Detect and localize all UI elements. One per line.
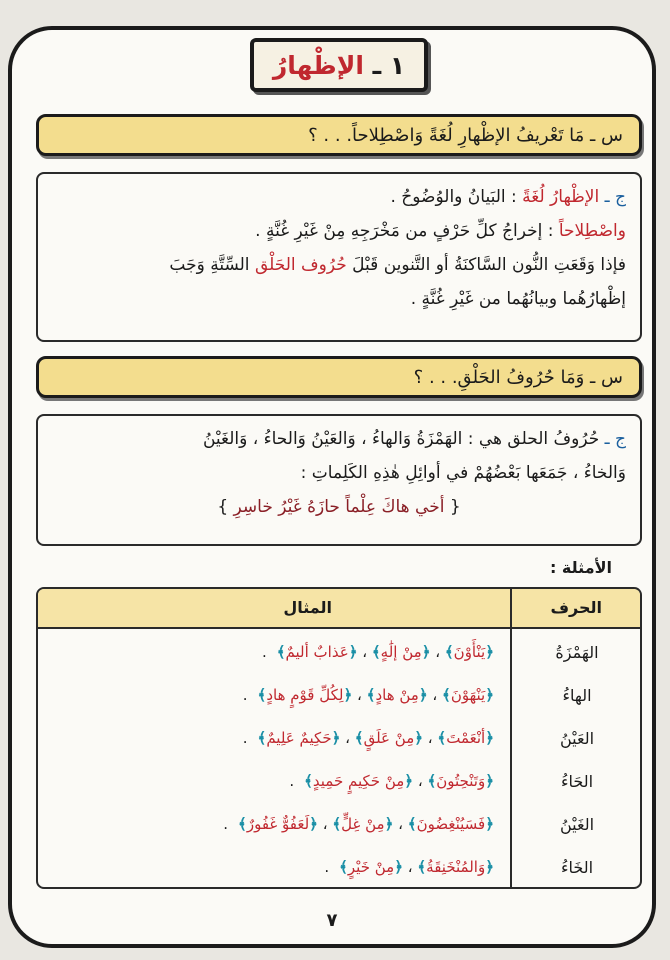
mnemonic-word: هاكَ: [381, 497, 410, 517]
section-title-text: الإظْهارُ: [272, 50, 364, 80]
throat-letters-term: حُرُوف الحَلْق: [254, 255, 347, 275]
mnemonic-word: خاسِرِ: [233, 497, 273, 517]
example-word: وَتَنْحِتُونَ: [436, 772, 486, 790]
example-word: مِنْ خَيْرٍ: [347, 858, 395, 876]
example-word: مِنْ عَلَقٍ: [363, 729, 415, 747]
section-number: ١ ـ: [372, 50, 406, 80]
ornate-bracket-close: ﴾: [427, 772, 437, 790]
header-example: المثال: [283, 598, 332, 617]
example-word: يَنْأَوْنَ: [453, 643, 486, 661]
table-row: [38, 676, 640, 720]
row-letter: الهاءُ: [562, 686, 592, 705]
question-2-box: [36, 356, 642, 398]
table-row: [38, 805, 640, 849]
comma-separator: ،: [352, 686, 367, 704]
ornate-bracket-open: ﴿: [343, 686, 353, 704]
table-row: [38, 848, 640, 889]
example-word: مِنْ غِلٍّ: [341, 815, 385, 833]
page-number: ٧: [326, 910, 338, 931]
comma-separator: ،: [402, 858, 418, 876]
example-word: مِنْ هادٍ: [375, 686, 419, 704]
examples-table: [36, 587, 642, 889]
ornate-bracket-close: ﴾: [339, 858, 348, 876]
comma-separator: ،: [317, 815, 333, 833]
row-end-dot: .: [242, 729, 248, 747]
rule-text-start: فإذا وَقَعَتِ النُّون السَّاكنَةُ أو التَّنوين قَبْلَ: [352, 255, 626, 275]
example-word: أنْعَمْتَ: [446, 729, 486, 747]
ornate-bracket-open: ﴿: [485, 858, 494, 876]
definition-linguistic: : البَيانُ والوُضُوحُ .: [390, 187, 517, 207]
row-end-dot: .: [261, 643, 267, 661]
row-letter: الهَمْزَةُ: [555, 643, 599, 662]
mnemonic-close-brace: }: [217, 497, 229, 517]
ornate-bracket-close: ﴾: [417, 858, 427, 876]
table-row: [38, 719, 640, 763]
question-1-box: [36, 114, 642, 156]
row-examples: [54, 858, 494, 876]
examples-label: الأمثلة :: [549, 558, 612, 577]
ornate-bracket-open: ﴿: [309, 815, 318, 833]
ornate-bracket-close: ﴾: [238, 815, 247, 833]
comma-separator: ،: [413, 772, 428, 790]
section-title: [273, 51, 405, 80]
row-end-dot: .: [242, 686, 248, 704]
ornate-bracket-open: ﴿: [421, 643, 431, 661]
table-row: [38, 762, 640, 806]
comma-separator: ،: [340, 729, 355, 747]
answer-2-line-1: [52, 422, 626, 456]
comma-separator: ،: [393, 815, 408, 833]
example-word: فَسَيُنْغِضُونَ: [416, 815, 486, 833]
example-word: لِكُلِّ قَوْمٍ هادٍ: [266, 686, 344, 704]
answer-2-box: [36, 414, 642, 546]
example-word: مِنْ حَكِيمٍ حَمِيدٍ: [312, 772, 405, 790]
answer-1-line-1: [52, 180, 626, 214]
ornate-bracket-close: ﴾: [371, 643, 381, 661]
example-word: حَكِيمٌ عَلِيمٌ: [266, 729, 332, 747]
mnemonic-word: غَيْرُ: [278, 497, 302, 517]
answer-2-line-1-text: حُرُوفُ الحلق هي : الهَمْزَةُ وَالهاءُ ، وَالعَيْنُ وَالحاءُ ، وَالغَيْنُ: [202, 429, 600, 449]
ornate-bracket-close: ﴾: [366, 686, 376, 704]
ornate-bracket-open: ﴿: [485, 772, 494, 790]
example-word: مِنْ إلَٰهٍ: [380, 643, 422, 661]
ornate-bracket-close: ﴾: [354, 729, 364, 747]
ornate-bracket-close: ﴾: [332, 815, 342, 833]
ornate-bracket-open: ﴿: [394, 858, 403, 876]
mnemonic-word: أخي: [415, 497, 445, 517]
ornate-bracket-open: ﴿: [485, 729, 494, 747]
example-word: يَنْهَوْنَ: [450, 686, 486, 704]
ornate-bracket-close: ﴾: [444, 643, 454, 661]
answer-prefix: ج ـ: [604, 429, 626, 449]
ornate-bracket-open: ﴿: [485, 643, 494, 661]
row-end-dot: .: [223, 815, 229, 833]
rule-text-end: السِّتَّةِ وَجَبَ: [169, 255, 250, 275]
comma-separator: ،: [430, 643, 445, 661]
row-letter: العَيْنُ: [559, 729, 595, 748]
example-word: وَالمُنْخَنِقَةُ: [426, 858, 486, 876]
ornate-bracket-close: ﴾: [442, 686, 451, 704]
ornate-bracket-close: ﴾: [304, 772, 313, 790]
row-examples: [54, 729, 494, 747]
ornate-bracket-close: ﴾: [437, 729, 447, 747]
ornate-bracket-open: ﴿: [348, 643, 358, 661]
term-linguistic: الإظْهارُ لُغَةً: [522, 187, 600, 207]
ornate-bracket-close: ﴾: [407, 815, 417, 833]
mnemonic-word: حازَهُ: [307, 497, 340, 517]
mnemonic-word: عِلْماً: [345, 497, 377, 517]
ornate-bracket-close: ﴾: [257, 686, 267, 704]
row-examples: [54, 643, 494, 661]
row-letter: الحَاءُ: [560, 772, 594, 791]
section-title-box: [250, 38, 428, 92]
question-1-text: س ـ مَا تَعْريفُ الإظْهارِ لُغَةً وَاصْطِلاحاً. . . ؟: [308, 124, 623, 146]
mnemonic-open-brace: {: [449, 497, 461, 517]
definition-technical: : إخراجُ كلِّ حَرْفٍ من مَخْرَجِهِ مِنْ غَيْرِ غُنَّةٍ .: [255, 221, 554, 241]
row-letter: الخَاءُ: [560, 858, 594, 877]
comma-separator: ،: [427, 686, 443, 704]
comma-separator: ،: [357, 643, 372, 661]
question-2-text: س ـ وَمَا حُرُوفُ الحَلْقِ. . . ؟: [413, 366, 623, 388]
row-end-dot: .: [324, 858, 330, 876]
ornate-bracket-open: ﴿: [485, 815, 494, 833]
ornate-bracket-close: ﴾: [276, 643, 286, 661]
answer-1-box: [36, 172, 642, 342]
row-letter: الغَيْنُ: [559, 815, 595, 834]
mnemonic-phrase: [52, 490, 626, 524]
answer-2-line-2: وَالخاءُ ، جَمَعَها بَعْضُهُمْ في أوائِلِ هٰذِهِ الكَلِماتِ :: [300, 463, 626, 483]
ornate-bracket-open: ﴿: [331, 729, 341, 747]
example-word: لَعَفُوٌّ غَفُورٌ: [246, 815, 310, 833]
ornate-bracket-open: ﴿: [485, 686, 494, 704]
term-technical: واصْطِلاحاً: [558, 221, 626, 241]
answer-1-line-4: إظْهارُهُما وبيانُهُما من غَيْرِ غُنَّةٍ .: [410, 289, 626, 309]
answer-1-line-3: [52, 248, 626, 282]
ornate-bracket-open: ﴿: [384, 815, 394, 833]
ornate-bracket-open: ﴿: [404, 772, 414, 790]
ornate-bracket-close: ﴾: [257, 729, 267, 747]
comma-separator: ،: [423, 729, 438, 747]
answer-prefix: ج ـ: [604, 187, 626, 207]
example-word: عَذابٌ أليمٌ: [285, 643, 349, 661]
ornate-bracket-open: ﴿: [414, 729, 424, 747]
header-letter: الحرف: [550, 598, 602, 617]
row-examples: [54, 772, 494, 790]
answer-1-line-2: [52, 214, 626, 248]
row-examples: [54, 686, 494, 704]
page-frame: [8, 26, 656, 948]
row-end-dot: .: [289, 772, 295, 790]
row-examples: [54, 815, 494, 833]
ornate-bracket-open: ﴿: [418, 686, 428, 704]
table-row: [38, 633, 640, 677]
